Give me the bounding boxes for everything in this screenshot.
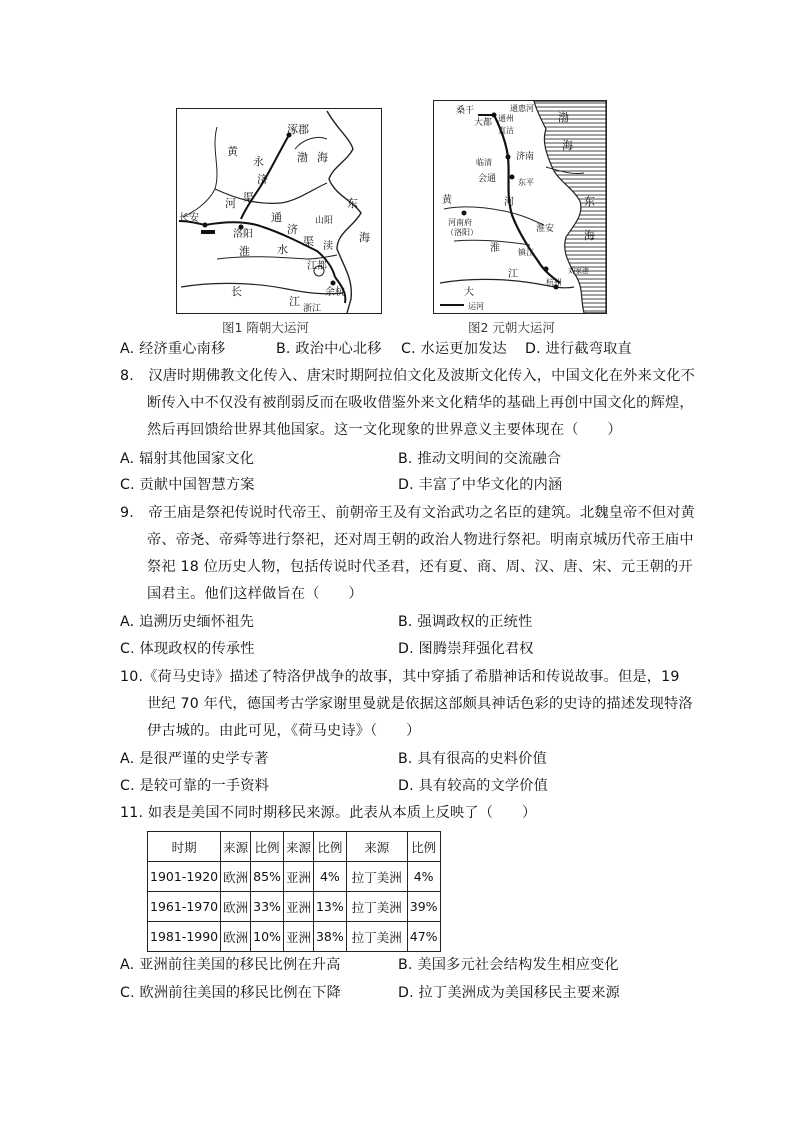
q10-option-a: A. 是很严谨的史学专著	[120, 751, 269, 767]
table-row	[148, 892, 441, 922]
cell: 欧洲	[221, 862, 251, 892]
q9-option-b: B. 强调政权的正统性	[398, 614, 533, 630]
q8-stem-line1: 8. 汉唐时期佛教文化传入、唐宋时期阿拉伯文化及波斯文化传入，中国文化在外来文化不	[120, 368, 696, 384]
cell: 1981-1990	[148, 922, 221, 952]
label-shanyang: 山阳	[315, 216, 334, 226]
q8-stem-line2: 断传入中不仅没有被削弱反而在吸收借鉴外来文化精华的基础上再创中国文化的辉煌，	[147, 395, 694, 411]
q9-stem-line4: 国君主。他们这样做旨在（ ）	[147, 586, 363, 602]
q8-option-a: A. 辐射其他国家文化	[120, 451, 255, 467]
q11-option-d: D. 拉丁美洲成为美国移民主要来源	[398, 985, 620, 1001]
immigration-table	[147, 831, 441, 952]
q9-stem-line1: 9. 帝王庙是祭祀传说时代帝王、前朝帝王及有文治武功之名臣的建筑。北魏皇帝不但对黄	[120, 505, 696, 521]
cell: 33%	[251, 892, 284, 922]
header-source-2: 来源	[283, 832, 313, 862]
q7-option-b: B. 政治中心北移	[276, 341, 382, 357]
label-da: 大	[464, 287, 474, 298]
label-jinan: 济南	[516, 152, 535, 162]
cell: 38%	[313, 922, 346, 952]
label-dong2: 东	[584, 195, 595, 208]
label-huai: 淮	[239, 245, 250, 258]
label-jiang: 江	[289, 295, 300, 308]
cell: 亚洲	[283, 922, 313, 952]
header-ratio-1: 比例	[251, 832, 284, 862]
cell: 亚洲	[283, 892, 313, 922]
q8-stem-line3: 然后再回馈给世界其他国家。这一文化现象的世界意义主要体现在（ ）	[147, 422, 622, 438]
header-ratio-2: 比例	[313, 832, 346, 862]
q8-option-b: B. 推动文明间的交流融合	[398, 451, 562, 467]
cell: 85%	[251, 862, 284, 892]
label-hai3: 海	[584, 229, 595, 242]
q10-option-c: C. 是较可靠的一手资料	[120, 778, 270, 794]
legend-canal: 运河	[468, 302, 484, 311]
label-qu2: 渠	[303, 235, 314, 248]
q11-option-b: B. 美国多元社会结构发生相应变化	[398, 957, 619, 973]
map-yuan-drawing	[434, 101, 606, 313]
label-bohai: 海	[317, 151, 328, 164]
q10-option-d: D. 具有较高的文学价值	[398, 778, 549, 794]
cell: 39%	[407, 892, 440, 922]
label-tongzhou: 通州	[498, 114, 514, 123]
q7-option-a: A. 经济重心南移	[120, 341, 226, 357]
q9-stem-line2: 帝、帝尧、帝舜等进行祭祀，还对周王朝的政治人物进行祭祀。明南京城历代帝王庙中	[147, 532, 694, 548]
label-huang2: 黄	[442, 195, 452, 206]
label-huitong: 会通	[478, 174, 497, 184]
label-linqing: 临清	[476, 158, 492, 167]
cell: 欧洲	[221, 922, 251, 952]
label-liujia: 刘家港	[568, 267, 589, 275]
table-row	[148, 862, 441, 892]
cell: 拉丁美洲	[346, 892, 407, 922]
label-bo: 渤	[297, 151, 308, 164]
label-hai2: 海	[562, 139, 573, 152]
q10-stem-line1: 10.《荷马史诗》描述了特洛伊战争的故事，其中穿插了希腊神话和传说故事。但是，19	[120, 669, 680, 685]
label-hai: 海	[359, 231, 370, 244]
cell: 拉丁美洲	[346, 862, 407, 892]
q10-stem-line3: 伊古城的。由此可见，《荷马史诗》（ ）	[147, 723, 421, 739]
label-shanyang-qu: 渎	[323, 241, 333, 252]
map-yuan-grand-canal	[433, 100, 607, 314]
label-luoyang: 洛阳	[233, 229, 253, 240]
label-sanggan: 桑干	[456, 106, 475, 116]
q11-stem: 11. 如表是美国不同时期移民来源。此表从本质上反映了（ ）	[120, 805, 537, 821]
label-he2: 河	[504, 197, 514, 208]
cell: 4%	[407, 862, 440, 892]
label-zhejiang: 浙江	[303, 304, 322, 313]
q11-option-a: A. 亚洲前往美国的移民比例在升高	[120, 957, 341, 973]
table-row	[148, 922, 441, 952]
cell: 47%	[407, 922, 440, 952]
label-huai2: 淮	[490, 243, 500, 254]
q7-option-c: C. 水运更加发达	[401, 341, 507, 357]
cell: 欧洲	[221, 892, 251, 922]
label-ji2: 济	[287, 223, 298, 236]
label-zhuojun: 涿郡	[287, 123, 309, 136]
label-ji: 济	[257, 173, 268, 186]
header-source-3: 来源	[346, 832, 407, 862]
cell: 1901-1920	[148, 862, 221, 892]
label-he: 河	[225, 197, 236, 210]
cell: 4%	[313, 862, 346, 892]
label-qu: 渠	[243, 191, 254, 204]
label-yuhang: 余杭	[325, 287, 345, 298]
q9-option-d: D. 图腾崇拜强化君权	[398, 641, 534, 657]
label-tonghui: 通惠河	[510, 104, 534, 113]
cell: 10%	[251, 922, 284, 952]
map-sui-drawing	[177, 109, 381, 313]
label-zhigu: 直沽	[498, 126, 514, 135]
map-sui-grand-canal	[176, 108, 382, 314]
label-huaian: 淮安	[536, 224, 555, 234]
q10-stem-line2: 世纪 70 年代，德国考古学家谢里曼就是依据这部颇具神话色彩的史诗的描述发现特洛	[147, 696, 693, 712]
cell: 1961-1970	[148, 892, 221, 922]
map2-caption: 图2 元朝大运河	[468, 320, 555, 335]
map1-caption: 图1 隋朝大运河	[222, 320, 309, 335]
label-dongping: 东平	[518, 178, 534, 187]
label-changan: 长安	[179, 213, 199, 224]
label-tong: 通	[271, 211, 282, 224]
label-hangzhou: 杭州	[546, 278, 562, 287]
cell: 13%	[313, 892, 346, 922]
label-chang: 长	[231, 285, 242, 298]
label-jiang2: 江	[508, 269, 518, 280]
label-dadu: 大都	[474, 118, 493, 128]
q10-option-b: B. 具有很高的史料价值	[398, 751, 547, 767]
q7-option-d: D. 进行截弯取直	[525, 341, 632, 357]
label-yong: 永	[253, 155, 264, 168]
q9-option-c: C. 体现政权的传承性	[120, 641, 255, 657]
label-dong: 东	[347, 197, 358, 210]
label-luoyang2: （洛阳）	[446, 228, 478, 237]
table-header-row	[148, 832, 441, 862]
cell: 拉丁美洲	[346, 922, 407, 952]
q8-option-d: D. 丰富了中华文化的内涵	[398, 477, 563, 493]
label-shui: 水	[277, 243, 288, 256]
label-henanfu: 河南府	[448, 218, 472, 227]
label-huang: 黄	[227, 145, 238, 158]
label-bo2: 渤	[558, 111, 569, 124]
header-period: 时期	[148, 832, 221, 862]
label-zhenjiang: 镇江	[518, 248, 534, 257]
q8-option-c: C. 贡献中国智慧方案	[120, 477, 255, 493]
header-ratio-3: 比例	[407, 832, 440, 862]
q11-option-c: C. 欧洲前往美国的移民比例在下降	[120, 985, 341, 1001]
q9-stem-line3: 祭祀 18 位历史人物，包括传说时代圣君，还有夏、商、周、汉、唐、宋、元王朝的开	[147, 559, 693, 575]
label-jiangdu: 江都	[307, 261, 327, 272]
header-source-1: 来源	[221, 832, 251, 862]
cell: 亚洲	[283, 862, 313, 892]
q9-option-a: A. 追溯历史缅怀祖先	[120, 614, 255, 630]
